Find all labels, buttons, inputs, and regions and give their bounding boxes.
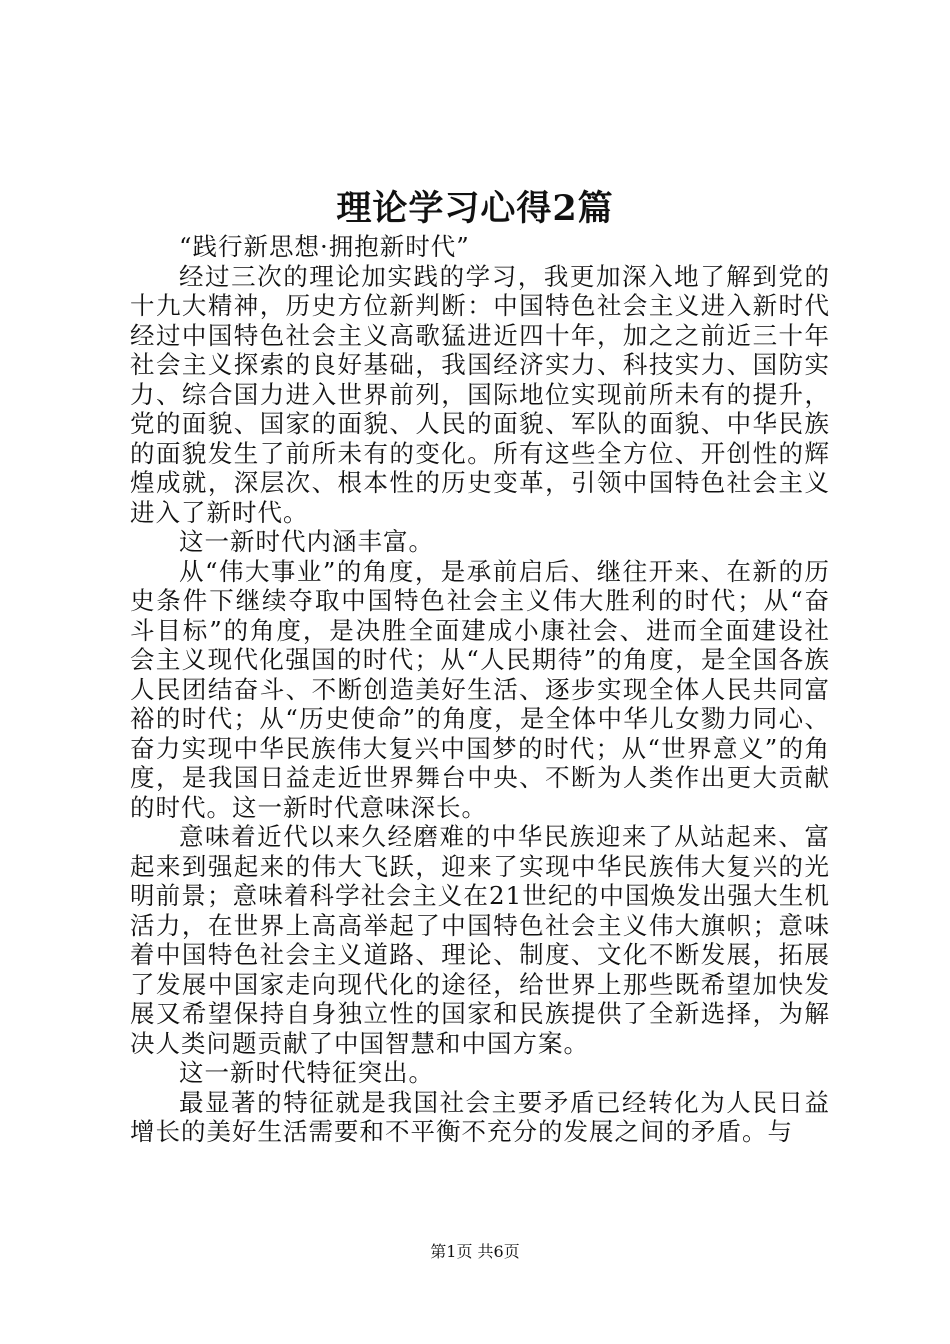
paragraph: 从“伟大事业”的角度，是承前启后、继往开来、在新的历史条件下继续夺取中国特色社会主义伟大胜利的时代；从“奋斗目标”的角度，是决胜全面建成小康社会、进而全面建设社会主义现代化强国的时代；从“人民期待”的角度，是全国各族人民团结奋斗、不断创造美好生活、逐步实现全体人民共同富裕的时代；从“历史使命”的角度，是全体中华儿女勠力同心、奋力实现中华民族伟大复兴中国梦的时代；从“世界意义”的角度，是我国日益走近世界舞台中央、不断为人类作出更大贡献的时代。这一新时代意味深长。 xyxy=(130,556,830,822)
document-title: 理论学习心得2篇 xyxy=(336,188,614,229)
paragraph: 这一新时代内涵丰富。 xyxy=(179,527,434,556)
paragraph: 经过三次的理论加实践的学习，我更加深入地了解到党的十九大精神，历史方位新判断：中国特色社会主义进入新时代经过中国特色社会主义高歌猛进近四十年，加之之前近三十年社会主义探索的良好基础，我国经济实力、科技实力、国防实力、综合国力进入世界前列，国际地位实现前所未有的提升，党的面貌、国家的面貌、人民的面貌、军队的面貌、中华民族的面貌发生了前所未有的变化。所有这些全方位、开创性的辉煌成就，深层次、根本性的历史变革，引领中国特色社会主义进入了新时代。 xyxy=(130,261,830,527)
page-number-footer: 第1页 共6页 xyxy=(430,1242,520,1261)
paragraph: 最显著的特征就是我国社会主要矛盾已经转化为人民日益增长的美好生活需要和不平衡不充分的发展之间的矛盾。与 xyxy=(130,1087,830,1146)
paragraph: 意味着近代以来久经磨难的中华民族迎来了从站起来、富起来到强起来的伟大飞跃，迎来了实现中华民族伟大复兴的光明前景；意味着科学社会主义在21世纪的中国焕发出强大生机活力，在世界上高高举起了中国特色社会主义伟大旗帜；意味着中国特色社会主义道路、理论、制度、文化不断发展，拓展了发展中国家走向现代化的途径，给世界上那些既希望加快发展又希望保持自身独立性的国家和民族提供了全新选择，为解决人类问题贡献了中国智慧和中国方案。 xyxy=(130,822,830,1058)
paragraph-subtitle: “践行新思想·拥抱新时代” xyxy=(179,232,470,261)
document-body xyxy=(130,232,830,1147)
paragraph: 这一新时代特征突出。 xyxy=(179,1058,434,1087)
